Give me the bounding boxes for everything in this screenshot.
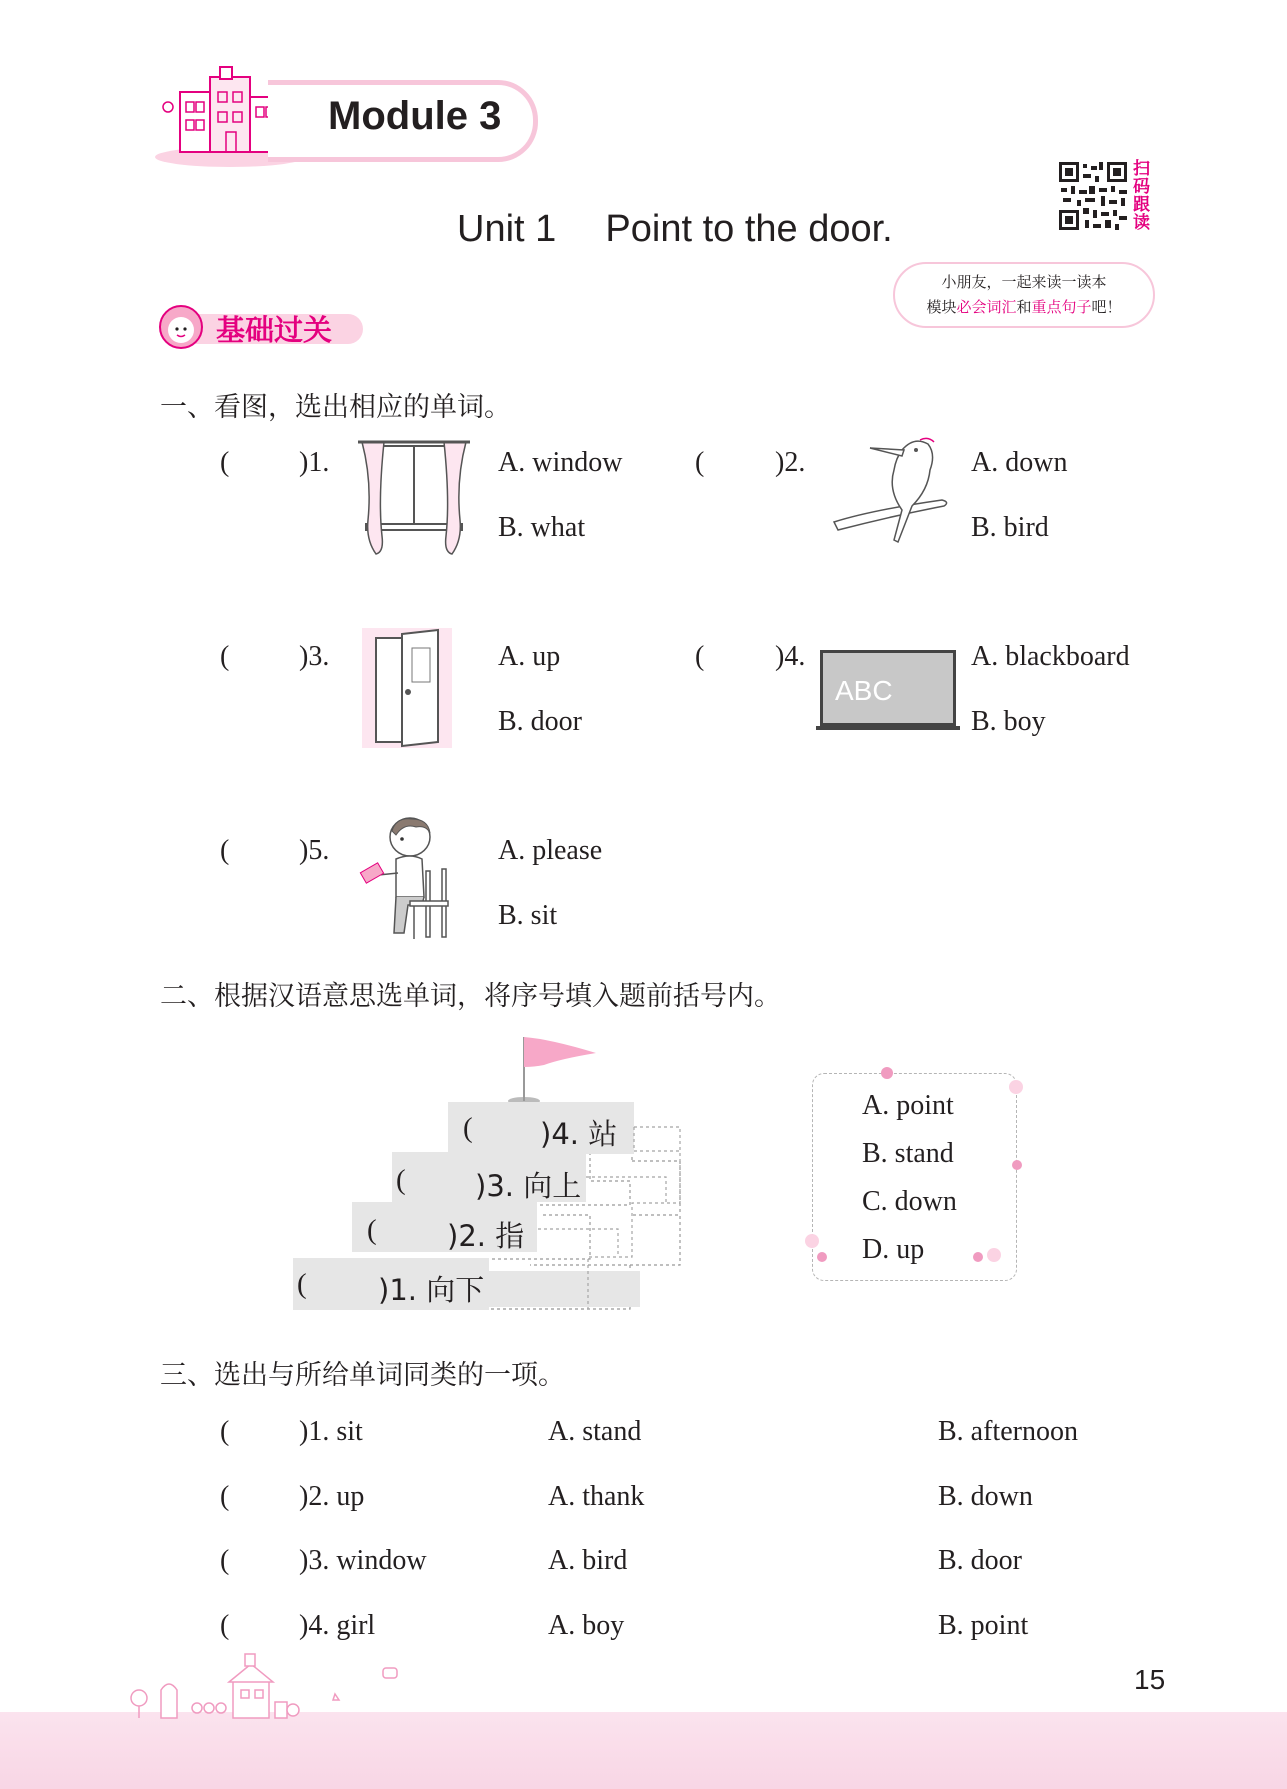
door-icon [362,628,454,750]
option-b: B. bird [971,512,1049,543]
word-option: B. stand [862,1138,954,1169]
option-a: A. boy [548,1610,625,1641]
section-badge-label: 基础过关 [216,313,333,347]
step-2-label: )2. 指 [447,1219,525,1253]
flag-icon [500,1033,600,1105]
question-word: )3. window [299,1545,427,1576]
step-3-paren[interactable]: ( [396,1164,406,1196]
step-2-paren[interactable]: ( [367,1214,377,1246]
answer-paren[interactable]: ( [695,641,705,672]
decor-dot [881,1067,893,1079]
bubble-line-2 [895,295,1153,320]
option-b: B. down [938,1481,1033,1512]
option-a: A. blackboard [971,641,1130,672]
section1-title: 一、看图，选出相应的单词。 [160,392,511,423]
decor-dot [1012,1160,1022,1170]
word-option: A. point [862,1090,954,1121]
page-number: 15 [1134,1664,1166,1695]
bird-icon [832,430,957,550]
answer-paren[interactable]: ( [220,641,230,672]
unit-title [457,208,893,251]
bubble-line-1: 小朋友，一起来读一读本 [941,273,1107,291]
girl-avatar-icon [158,304,204,350]
qr-label-char: 码 [1133,177,1150,197]
word-option: D. up [862,1234,925,1265]
option-b: B. boy [971,706,1046,737]
question-word: )4. girl [299,1610,376,1641]
answer-paren[interactable]: ( [220,447,230,478]
question-word: )2. up [299,1481,365,1512]
option-a: A. up [498,641,561,672]
unit-label: Unit 1 [457,208,557,250]
qr-label-char: 读 [1133,213,1150,233]
blackboard-tray [816,726,960,730]
word-option: C. down [862,1186,957,1217]
bubble-highlight: 重点句子 [1031,298,1092,316]
bubble-highlight: 必会词汇 [956,298,1017,316]
option-b: B. what [498,512,586,543]
decor-dot [1009,1080,1023,1094]
unit-name: Point to the door. [605,208,893,250]
question-number: )3. [299,641,330,672]
question-number: )2. [775,447,806,478]
decor-dot [973,1252,983,1262]
answer-paren[interactable]: ( [220,1545,230,1576]
qr-code-icon [1057,160,1129,232]
footer-band [0,1712,1287,1789]
qr-code[interactable] [1057,160,1129,232]
step-4-label: )4. 站 [540,1117,618,1151]
option-a: A. please [498,835,603,866]
answer-paren[interactable]: ( [695,447,705,478]
option-b: B. sit [498,900,558,931]
blackboard-text: ABC [835,675,893,706]
answer-paren[interactable]: ( [220,835,230,866]
step-4-paren[interactable]: ( [463,1112,473,1144]
step-1-paren[interactable]: ( [297,1268,307,1300]
option-a: A. down [971,447,1068,478]
section3-title: 三、选出与所给单词同类的一项。 [160,1360,565,1391]
question-number: )5. [299,835,330,866]
question-number: )1. [299,447,330,478]
option-b: B. afternoon [938,1416,1078,1447]
answer-paren[interactable]: ( [220,1481,230,1512]
step-3-label: )3. 向上 [475,1169,582,1203]
module-title: Module 3 [328,94,502,138]
option-a: A. window [498,447,623,478]
option-b: B. door [498,706,582,737]
bubble-text: 模块 [926,298,957,316]
answer-paren[interactable]: ( [220,1416,230,1447]
option-a: A. bird [548,1545,628,1576]
decor-dot [817,1252,827,1262]
reading-hint-bubble [893,262,1155,328]
town-skyline-icon [125,1650,415,1720]
option-b: B. point [938,1610,1029,1641]
module-banner [150,62,540,172]
question-number: )4. [775,641,806,672]
section2-title: 二、根据汉语意思选单词，将序号填入题前括号内。 [160,981,781,1012]
question-word: )1. sit [299,1416,363,1447]
qr-label-char: 扫 [1133,159,1150,179]
option-b: B. door [938,1545,1022,1576]
window-icon [358,440,470,558]
option-a: A. stand [548,1416,642,1447]
step-1-label: )1. 向下 [378,1273,485,1307]
bubble-text: 和 [1016,298,1032,316]
answer-paren[interactable]: ( [220,1610,230,1641]
bubble-text: 吧！ [1091,298,1122,316]
qr-label-char: 跟 [1133,195,1150,215]
decor-dot [987,1248,1001,1262]
option-a: A. thank [548,1481,645,1512]
decor-dot [805,1234,819,1248]
sitting-boy-icon [356,815,452,943]
qr-label [1133,160,1155,232]
section-badge [158,302,378,352]
blackboard-icon [820,650,956,726]
